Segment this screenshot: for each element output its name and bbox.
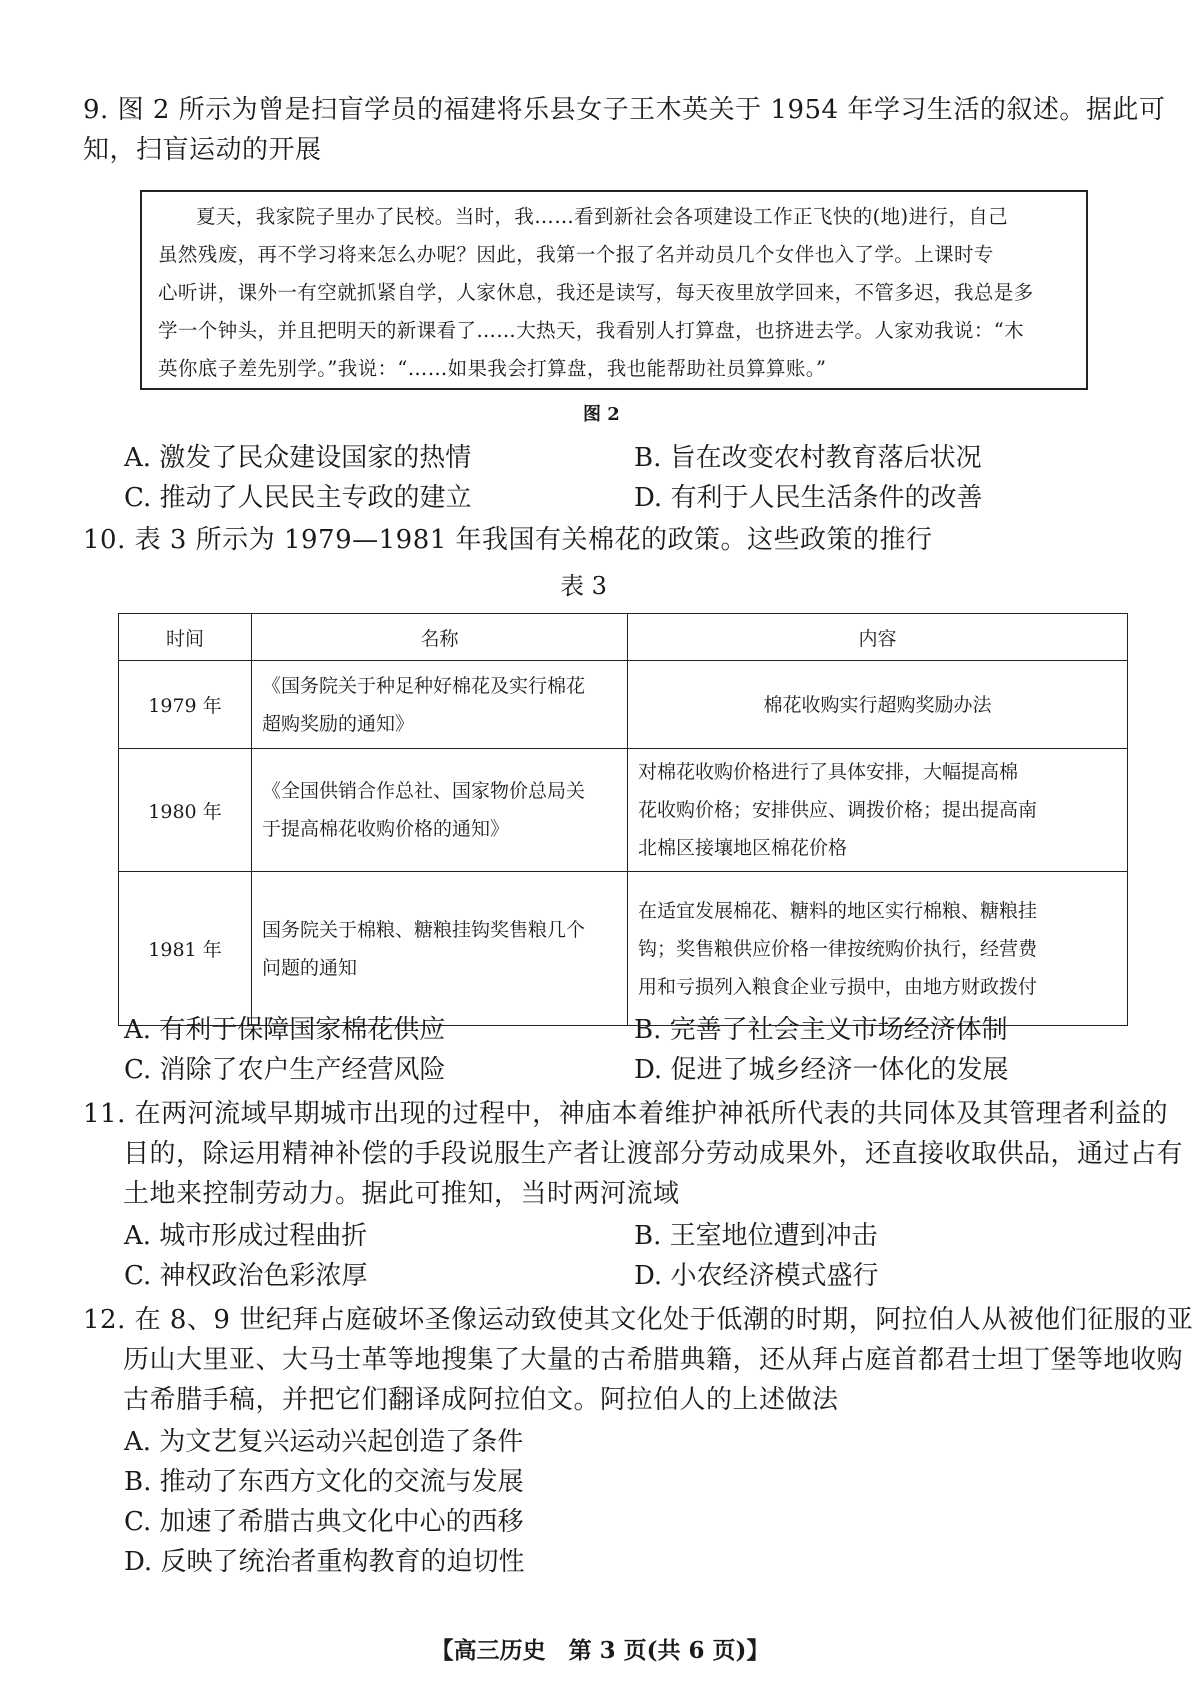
option-d[interactable]: D. 反映了统治者重构教育的迫切性 <box>124 1547 525 1577</box>
question-11-line-2: 目的，除运用精神补偿的手段说服生产者让渡部分劳动成果外，还直接收取供品，通过占有 <box>123 1139 1184 1169</box>
question-12-line-3: 古希腊手稿，并把它们翻译成阿拉伯文。阿拉伯人的上述做法 <box>123 1385 839 1415</box>
option-b[interactable]: B. 王室地位遭到冲击 <box>634 1221 878 1251</box>
cell-line: 《国务院关于种足种好棉花及实行棉花 <box>262 674 586 697</box>
table-cell-content <box>628 872 1128 1026</box>
quote-line: 英你底子差先别学。”我说：“……如果我会打算盘，我也能帮助社员算算账。” <box>158 357 827 380</box>
question-11 <box>83 1094 1184 1214</box>
cell-line: 花收购价格；安排供应、调拨价格；提出提高南 <box>638 799 1038 821</box>
quote-line: 夏天，我家院子里办了民校。当时，我……看到新社会各项建设工作正飞快的(地)进行，自己 <box>196 205 1009 228</box>
page-footer: 【高三历史 第 3 页(共 6 页)】 <box>430 1637 770 1664</box>
table-cell-name <box>252 872 628 1026</box>
question-11-line-1: 11. 在两河流域早期城市出现的过程中，神庙本着维护神祇所代表的共同体及其管理者利益的 <box>83 1099 1169 1129</box>
policy-table <box>118 613 1128 1026</box>
table-header-name: 名称 <box>252 614 628 661</box>
question-10-options <box>124 1010 1144 1090</box>
quote-box <box>140 190 1088 390</box>
question-12-line-2: 历山大里亚、大马士革等地搜集了大量的古希腊典籍，还从拜占庭首都君士坦丁堡等地收购 <box>123 1345 1184 1375</box>
question-9-line-2: 知，扫盲运动的开展 <box>83 135 322 165</box>
question-12 <box>83 1300 1194 1420</box>
cell-line: 问题的通知 <box>262 956 358 979</box>
quote-line: 虽然残废，再不学习将来怎么办呢？因此，我第一个报了名并动员几个女伴也入了学。上课时专 <box>158 243 994 266</box>
question-12-options <box>124 1422 1144 1582</box>
table-cell-time: 1981 年 <box>119 872 252 1026</box>
option-d[interactable]: D. 促进了城乡经济一体化的发展 <box>634 1055 1009 1085</box>
option-d[interactable]: D. 有利于人民生活条件的改善 <box>634 483 983 513</box>
cell-line: 《全国供销合作总社、国家物价总局关 <box>262 780 586 802</box>
figure-caption: 图 2 <box>583 404 620 425</box>
option-a[interactable]: A. 激发了民众建设国家的热情 <box>124 443 472 473</box>
question-10 <box>83 520 1143 560</box>
table-row <box>119 872 1128 1026</box>
table-header-time: 时间 <box>119 614 252 661</box>
option-b[interactable]: B. 完善了社会主义市场经济体制 <box>634 1015 1008 1045</box>
quote-line: 心听讲，课外一有空就抓紧自学，人家休息，我还是读写，每天夜里放学回来，不管多迟，我总是多 <box>158 281 1034 304</box>
option-c[interactable]: C. 加速了希腊古典文化中心的西移 <box>124 1507 524 1537</box>
cell-line: 对棉花收购价格进行了具体安排，大幅提高棉 <box>638 761 1019 783</box>
question-10-line-1: 10. 表 3 所示为 1979—1981 年我国有关棉花的政策。这些政策的推行 <box>83 525 933 555</box>
question-11-line-3: 土地来控制劳动力。据此可推知，当时两河流域 <box>123 1179 680 1209</box>
question-12-line-1: 12. 在 8、9 世纪拜占庭破坏圣像运动致使其文化处于低潮的时期，阿拉伯人从被他们征服的亚 <box>83 1305 1194 1335</box>
table-cell-time: 1979 年 <box>119 661 252 749</box>
option-c[interactable]: C. 推动了人民民主专政的建立 <box>124 483 472 513</box>
cell-line: 棉花收购实行超购奖励办法 <box>763 693 992 716</box>
option-b[interactable]: B. 旨在改变农村教育落后状况 <box>634 443 982 473</box>
option-c[interactable]: C. 神权政治色彩浓厚 <box>124 1261 368 1291</box>
option-a[interactable]: A. 为文艺复兴运动兴起创造了条件 <box>124 1427 524 1457</box>
option-a[interactable]: A. 有利于保障国家棉花供应 <box>124 1015 446 1045</box>
table-row <box>119 749 1128 872</box>
option-c[interactable]: C. 消除了农户生产经营风险 <box>124 1055 446 1085</box>
table-header-content: 内容 <box>628 614 1128 661</box>
question-11-options <box>124 1216 1144 1296</box>
question-9-line-1: 9. 图 2 所示为曾是扫盲学员的福建将乐县女子王木英关于 1954 年学习生活的叙述。据此可 <box>83 95 1166 125</box>
table-cell-time: 1980 年 <box>119 749 252 872</box>
cell-line: 在适宜发展棉花、糖料的地区实行棉粮、糖粮挂 <box>638 899 1038 922</box>
table-row <box>119 661 1128 749</box>
question-9-options-grid <box>124 438 1144 478</box>
cell-line: 用和亏损列入粮食企业亏损中，由地方财政拨付 <box>638 975 1038 998</box>
option-d[interactable]: D. 小农经济模式盛行 <box>634 1261 879 1291</box>
cell-line: 北棉区接壤地区棉花价格 <box>638 837 848 859</box>
table-title: 表 3 <box>560 572 607 600</box>
cell-line: 超购奖励的通知》 <box>262 712 415 735</box>
option-b[interactable]: B. 推动了东西方文化的交流与发展 <box>124 1467 524 1497</box>
table-cell-name <box>252 661 628 749</box>
quote-line: 学一个钟头，并且把明天的新课看了……大热天，我看别人打算盘，也挤进去学。人家劝我说：“木 <box>158 319 1025 342</box>
question-9 <box>83 90 1166 170</box>
cell-line: 国务院关于棉粮、糖粮挂钩奖售粮几个 <box>262 918 586 941</box>
table-cell-content <box>628 749 1128 872</box>
table-cell-name <box>252 749 628 872</box>
cell-line: 钩；奖售粮供应价格一律按统购价执行，经营费 <box>638 937 1038 960</box>
table-cell-content <box>628 661 1128 749</box>
option-a[interactable]: A. 城市形成过程曲折 <box>124 1221 368 1251</box>
cell-line: 于提高棉花收购价格的通知》 <box>262 818 510 840</box>
question-9-options-row-2 <box>124 478 1144 518</box>
